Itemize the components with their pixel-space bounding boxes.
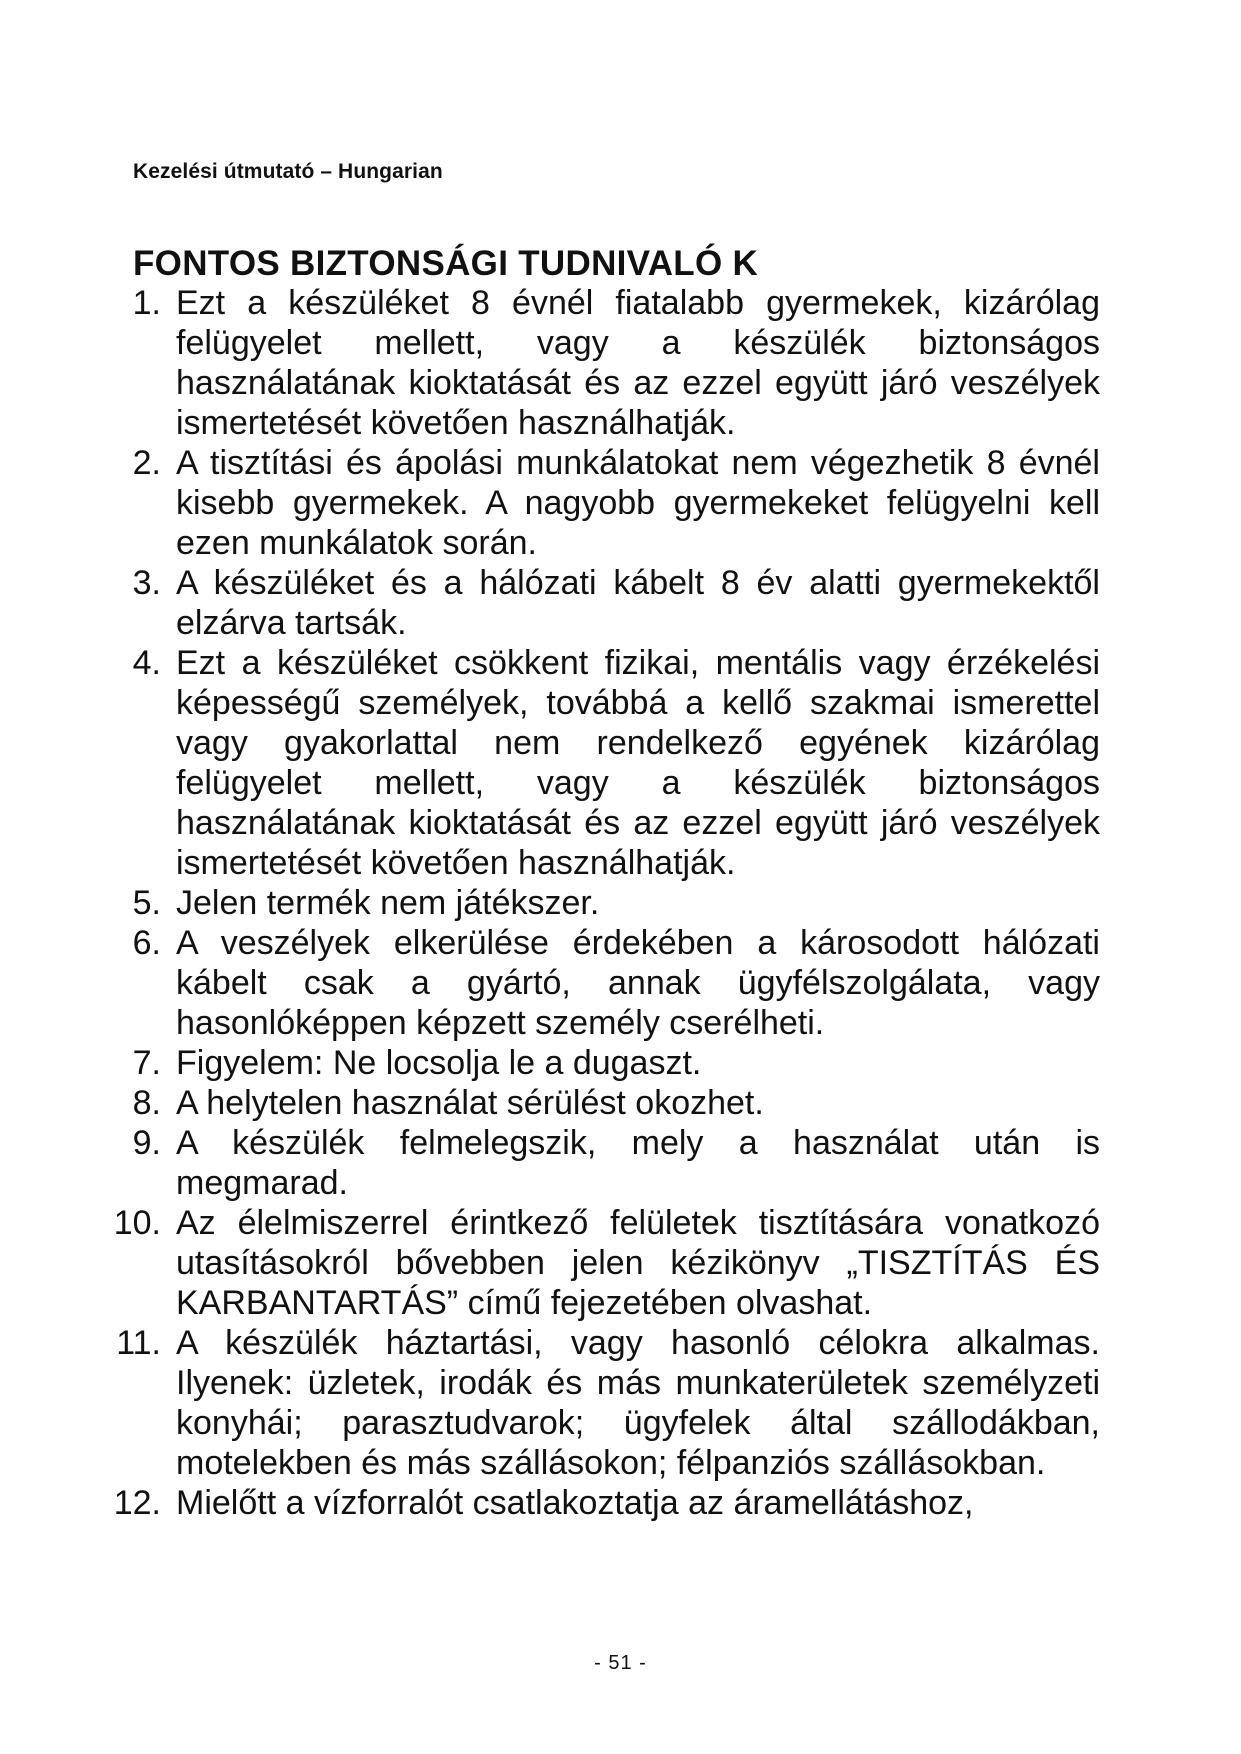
item-number: 11.: [116, 1324, 161, 1362]
item-number: 2.: [132, 444, 161, 482]
item-text: A készülék háztartási, vagy hasonló célokra alkalmas. Ilyenek: üzletek, irodák és más munkaterületek személyzeti konyhái; parasztudvarok; ügyfelek által szállodákban, motelekben és más szállásokon; félpanziós szállásokban.: [176, 1324, 1100, 1482]
item-number: 6.: [132, 924, 161, 962]
item-number: 12.: [113, 1484, 161, 1522]
list-item: [110, 1043, 1100, 1083]
item-number: 3.: [132, 564, 161, 602]
item-text: Az élelmiszerrel érintkező felületek tisztítására vonatkozó utasításokról bővebben jelen kézikönyv „TISZTÍTÁS ÉS KARBANTARTÁS” című fejezetében olvashat.: [176, 1204, 1100, 1322]
item-text: Jelen termék nem játékszer.: [176, 884, 600, 922]
list-item: [110, 1323, 1100, 1483]
list-item: [110, 283, 1100, 443]
page-number: - 51 -: [594, 1652, 647, 1674]
list-item: [110, 1203, 1100, 1323]
item-text: Ezt a készüléket 8 évnél fiatalabb gyermekek, kizárólag felügyelet mellett, vagy a készülék biztonságos használatának kioktatását és az ezzel együtt járó veszélyek ismertetését követően használhatják.: [176, 284, 1100, 442]
list-item: [110, 443, 1100, 563]
list-item: [110, 643, 1100, 883]
safety-instructions-list: [110, 283, 1100, 1523]
item-text: A tisztítási és ápolási munkálatokat nem végezhetik 8 évnél kisebb gyermekek. A nagyobb gyermekeket felügyelni kell ezen munkálatok során.: [176, 444, 1100, 562]
item-number: 1.: [132, 284, 161, 322]
list-item: [110, 563, 1100, 643]
item-number: 7.: [132, 1044, 161, 1082]
document-header: Kezelési útmutató – Hungarian: [133, 160, 443, 183]
item-text: A helytelen használat sérülést okozhet.: [176, 1084, 764, 1122]
list-item: [110, 883, 1100, 923]
item-text: A készüléket és a hálózati kábelt 8 év alatti gyermekektől elzárva tartsák.: [176, 564, 1100, 642]
item-number: 9.: [132, 1124, 161, 1162]
section-title: FONTOS BIZTONSÁGI TUDNIVALÓ K: [133, 244, 759, 283]
item-text: A készülék felmelegszik, mely a használat után is megmarad.: [176, 1124, 1100, 1202]
list-item: [110, 923, 1100, 1043]
item-text: Figyelem: Ne locsolja le a dugaszt.: [176, 1044, 702, 1082]
list-item: [110, 1123, 1100, 1203]
list-item: [110, 1483, 1100, 1523]
item-number: 4.: [132, 644, 161, 682]
item-number: 8.: [132, 1084, 161, 1122]
item-number: 10.: [113, 1204, 161, 1242]
item-text: Mielőtt a vízforralót csatlakoztatja az áramellátáshoz,: [176, 1484, 974, 1522]
item-text: A veszélyek elkerülése érdekében a károsodott hálózati kábelt csak a gyártó, annak ügyfélszolgálata, vagy hasonlóképpen képzett személy cserélheti.: [176, 924, 1100, 1042]
list-item: [110, 1083, 1100, 1123]
item-text: Ezt a készüléket csökkent fizikai, mentális vagy érzékelési képességű személyek, továbbá a kellő szakmai ismerettel vagy gyakorlattal nem rendelkező egyének kizárólag felügyelet mellett, vagy a készülék biztonságos használatának kioktatását és az ezzel együtt járó veszélyek ismertetését követően használhatják.: [176, 644, 1100, 882]
item-number: 5.: [132, 884, 161, 922]
